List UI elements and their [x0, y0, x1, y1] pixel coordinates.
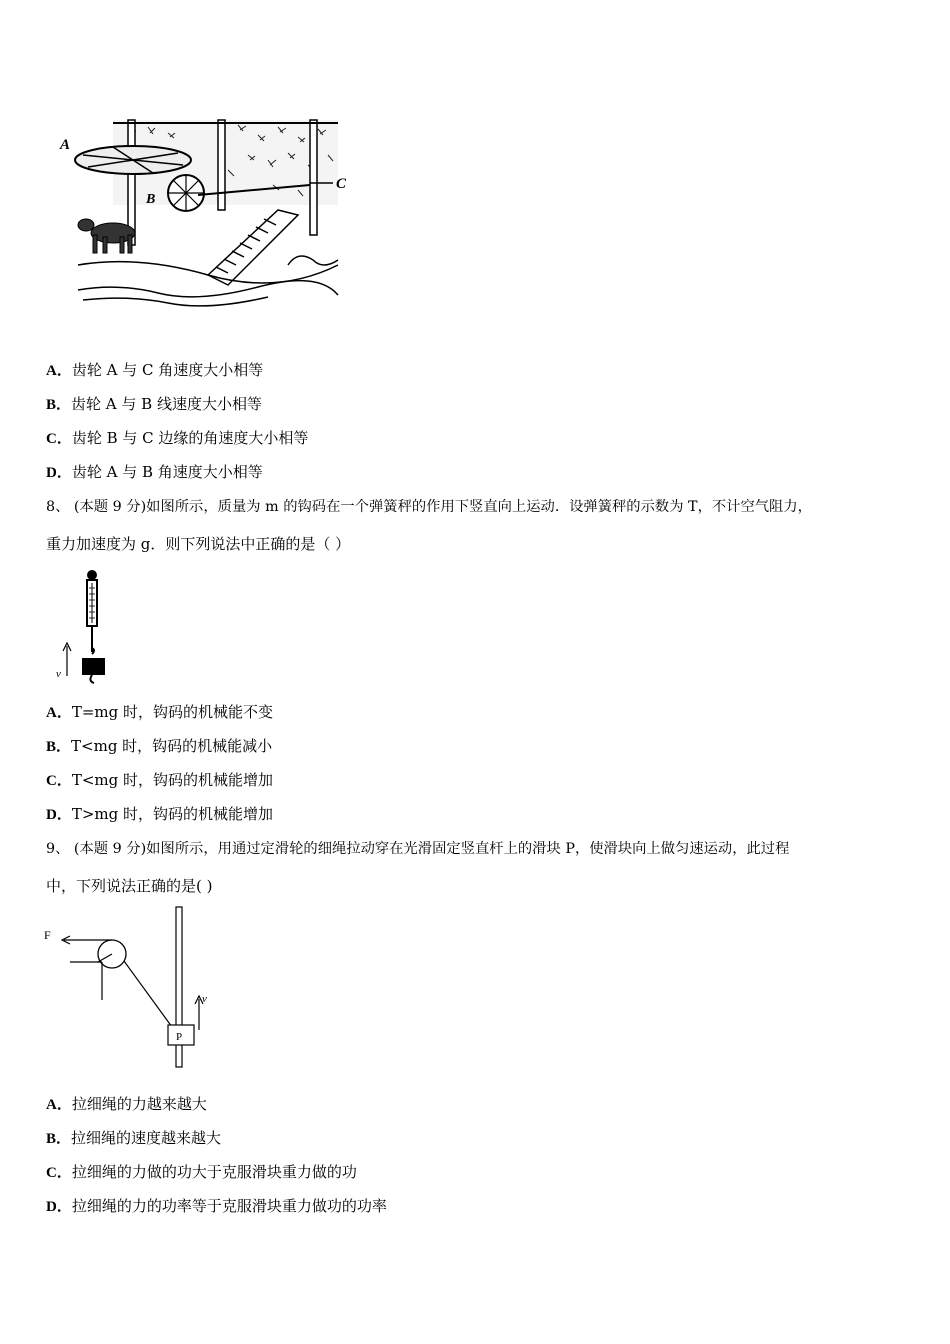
- q9-option-a[interactable]: A．拉细绳的力越来越大: [46, 1095, 207, 1113]
- force-label: F: [44, 928, 51, 942]
- gear-a-label: A: [60, 137, 71, 153]
- slider-label: P: [176, 1031, 183, 1043]
- q9-option-b[interactable]: B．拉细绳的速度越来越大: [46, 1129, 222, 1147]
- q9-option-d[interactable]: D．拉细绳的力的功率等于克服滑块重力做功的功率: [46, 1197, 387, 1215]
- gear-c-label: C: [336, 176, 347, 192]
- q8-option-d[interactable]: D．T>mg 时，钩码的机械能增加: [46, 805, 274, 823]
- q8-option-c[interactable]: C．T<mg 时，钩码的机械能增加: [46, 771, 274, 789]
- q9-option-c[interactable]: C．拉细绳的力做的功大于克服滑块重力做的功: [46, 1163, 357, 1181]
- velocity-label: v: [56, 668, 61, 680]
- q7-option-c[interactable]: C．齿轮 B 与 C 边缘的角速度大小相等: [46, 429, 309, 447]
- q8-stem-line2: 重力加速度为 g．则下列说法中正确的是（ ）: [46, 535, 351, 553]
- gear-b-label: B: [146, 192, 156, 207]
- q9-stem-line1: 9、 (本题 9 分)如图所示，用通过定滑轮的细绳拉动穿在光滑固定竖直杆上的滑块 P，使滑块向上做匀速运动，此过程: [46, 841, 790, 857]
- q8-stem-line1: 8、 (本题 9 分)如图所示，质量为 m 的钩码在一个弹簧秤的作用下竖直向上运动．设弹簧秤的示数为 T，不计空气阻力，: [46, 499, 812, 515]
- q8-option-b[interactable]: B．T<mg 时，钩码的机械能减小: [46, 737, 273, 755]
- q7-option-d[interactable]: D．齿轮 A 与 B 角速度大小相等: [46, 463, 263, 481]
- waterwheel-figure: [58, 115, 358, 315]
- q7-option-b[interactable]: B．齿轮 A 与 B 线速度大小相等: [46, 395, 262, 413]
- q8-option-a[interactable]: A．T=mg 时，钩码的机械能不变: [46, 703, 274, 721]
- q9-stem-line2: 中，下列说法正确的是( ): [46, 877, 213, 895]
- spring-scale-figure: [52, 566, 122, 691]
- q7-option-a[interactable]: A．齿轮 A 与 C 角速度大小相等: [46, 361, 264, 379]
- pulley-slider-figure: [40, 905, 230, 1070]
- velocity-label: v: [202, 993, 207, 1005]
